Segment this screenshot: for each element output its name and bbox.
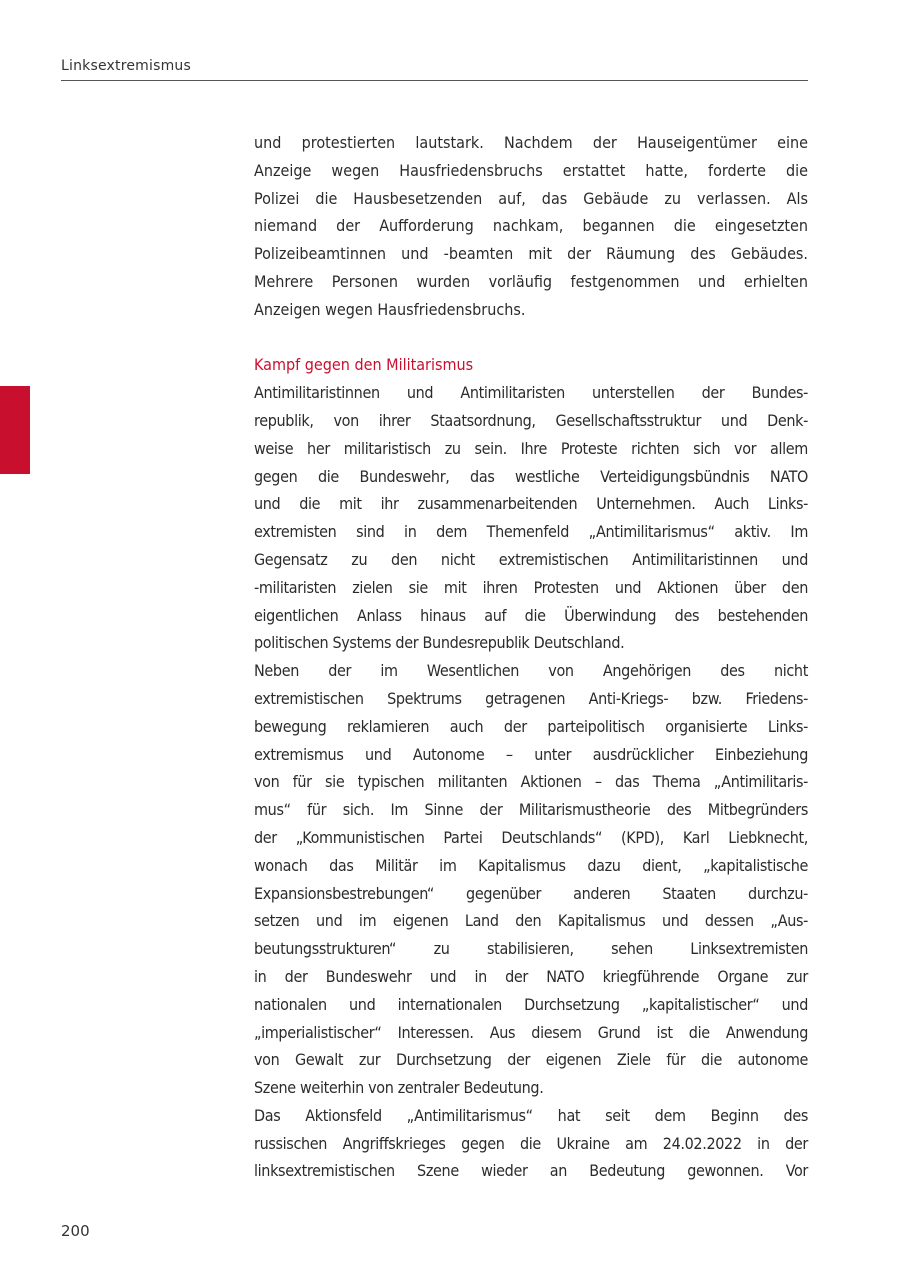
text-line: mus“ für sich. Im Sinne der Militarismustheorie des Mitbegründers [254,800,808,820]
text-line: extremisten sind in dem Themenfeld „Antimilitarismus“ aktiv. Im [254,522,808,542]
text-line: „imperialistischer“ Interessen. Aus diesem Grund ist die Anwendung [254,1022,808,1042]
text-line: weise her militaristisch zu sein. Ihre Proteste richten sich vor allem [254,438,808,458]
text-line: -militaristen zielen sie mit ihren Protesten und Aktionen über den [254,577,808,597]
section-heading: Kampf gegen den Militarismus [254,355,474,375]
text-line: Mehrere Personen wurden vorläufig festgenommen und erhielten [254,271,808,291]
body-text [254,129,808,1185]
text-line: und protestierten lautstark. Nachdem der Hauseigentümer eine [254,133,808,152]
text-line: setzen und im eigenen Land den Kapitalismus und dessen „Aus- [254,911,808,931]
text-line: in der Bundeswehr und in der NATO kriegführende Organe zur [254,966,808,986]
paragraph-1 [254,129,808,324]
text-line: bewegung reklamieren auch der parteipolitisch organisierte Links- [254,716,808,736]
text-line: der „Kommunistischen Partei Deutschlands“ (KPD), Karl Liebknecht, [254,827,808,847]
text-line: wonach das Militär im Kapitalismus dazu dient, „kapitalistische [254,855,808,875]
header-rule [61,80,808,81]
text-line: Szene weiterhin von zentraler Bedeutung. [254,1078,544,1098]
text-line: Neben der im Wesentlichen von Angehörigen des nicht [254,661,808,681]
text-line: extremismus und Autonome – unter ausdrücklicher Einbeziehung [254,744,808,764]
text-line: eigentlichen Anlass hinaus auf die Überwindung des bestehenden [254,605,808,625]
text-line: republik, von ihrer Staatsordnung, Gesellschaftsstruktur und Denk- [254,410,808,430]
text-line: Antimilitaristinnen und Antimilitaristen unterstellen der Bundes- [254,383,808,403]
paragraph-2 [254,379,808,657]
text-line: politischen Systems der Bundesrepublik Deutschland. [254,633,625,653]
text-line: gegen die Bundeswehr, das westliche Verteidigungsbündnis NATO [254,466,808,486]
text-line: Anzeige wegen Hausfriedensbruchs erstattet hatte, forderte die [254,160,808,180]
running-header-title: Linksextremismus [61,58,191,74]
text-line: extremistischen Spektrums getragenen Anti-Kriegs- bzw. Friedens- [254,688,808,708]
text-line: und die mit ihr zusammenarbeitenden Unternehmen. Auch Links- [254,494,808,514]
text-line: Polizeibeamtinnen und -beamten mit der Räumung des Gebäudes. [254,244,808,264]
text-line: Gegensatz zu den nicht extremistischen Antimilitaristinnen und [254,549,808,569]
text-line: Das Aktionsfeld „Antimilitarismus“ hat seit dem Beginn des [254,1105,808,1125]
text-line: Polizei die Hausbesetzenden auf, das Gebäude zu verlassen. Als [254,188,808,208]
text-line: niemand der Aufforderung nachkam, begannen die eingesetzten [254,216,808,236]
text-line: Expansionsbestrebungen“ gegenüber anderen Staaten durchzu- [254,883,808,903]
text-line: beutungsstrukturen“ zu stabilisieren, sehen Linksextremisten [254,939,808,959]
chapter-side-marker [0,386,30,474]
paragraph-4 [254,1102,808,1185]
text-line: von Gewalt zur Durchsetzung der eigenen Ziele für die autonome [254,1050,808,1070]
text-line: nationalen und internationalen Durchsetzung „kapitalistischer“ und [254,994,808,1014]
page-number: 200 [61,1222,90,1240]
text-line: russischen Angriffskrieges gegen die Ukraine am 24.02.2022 in der [254,1133,808,1153]
paragraph-3 [254,657,808,1102]
text-line: linksextremistischen Szene wieder an Bedeutung gewonnen. Vor [254,1161,808,1181]
text-line: von für sie typischen militanten Aktionen – das Thema „Antimilitaris- [254,772,808,792]
text-line: Anzeigen wegen Hausfriedensbruchs. [254,299,526,319]
paragraph-spacer [254,324,808,352]
